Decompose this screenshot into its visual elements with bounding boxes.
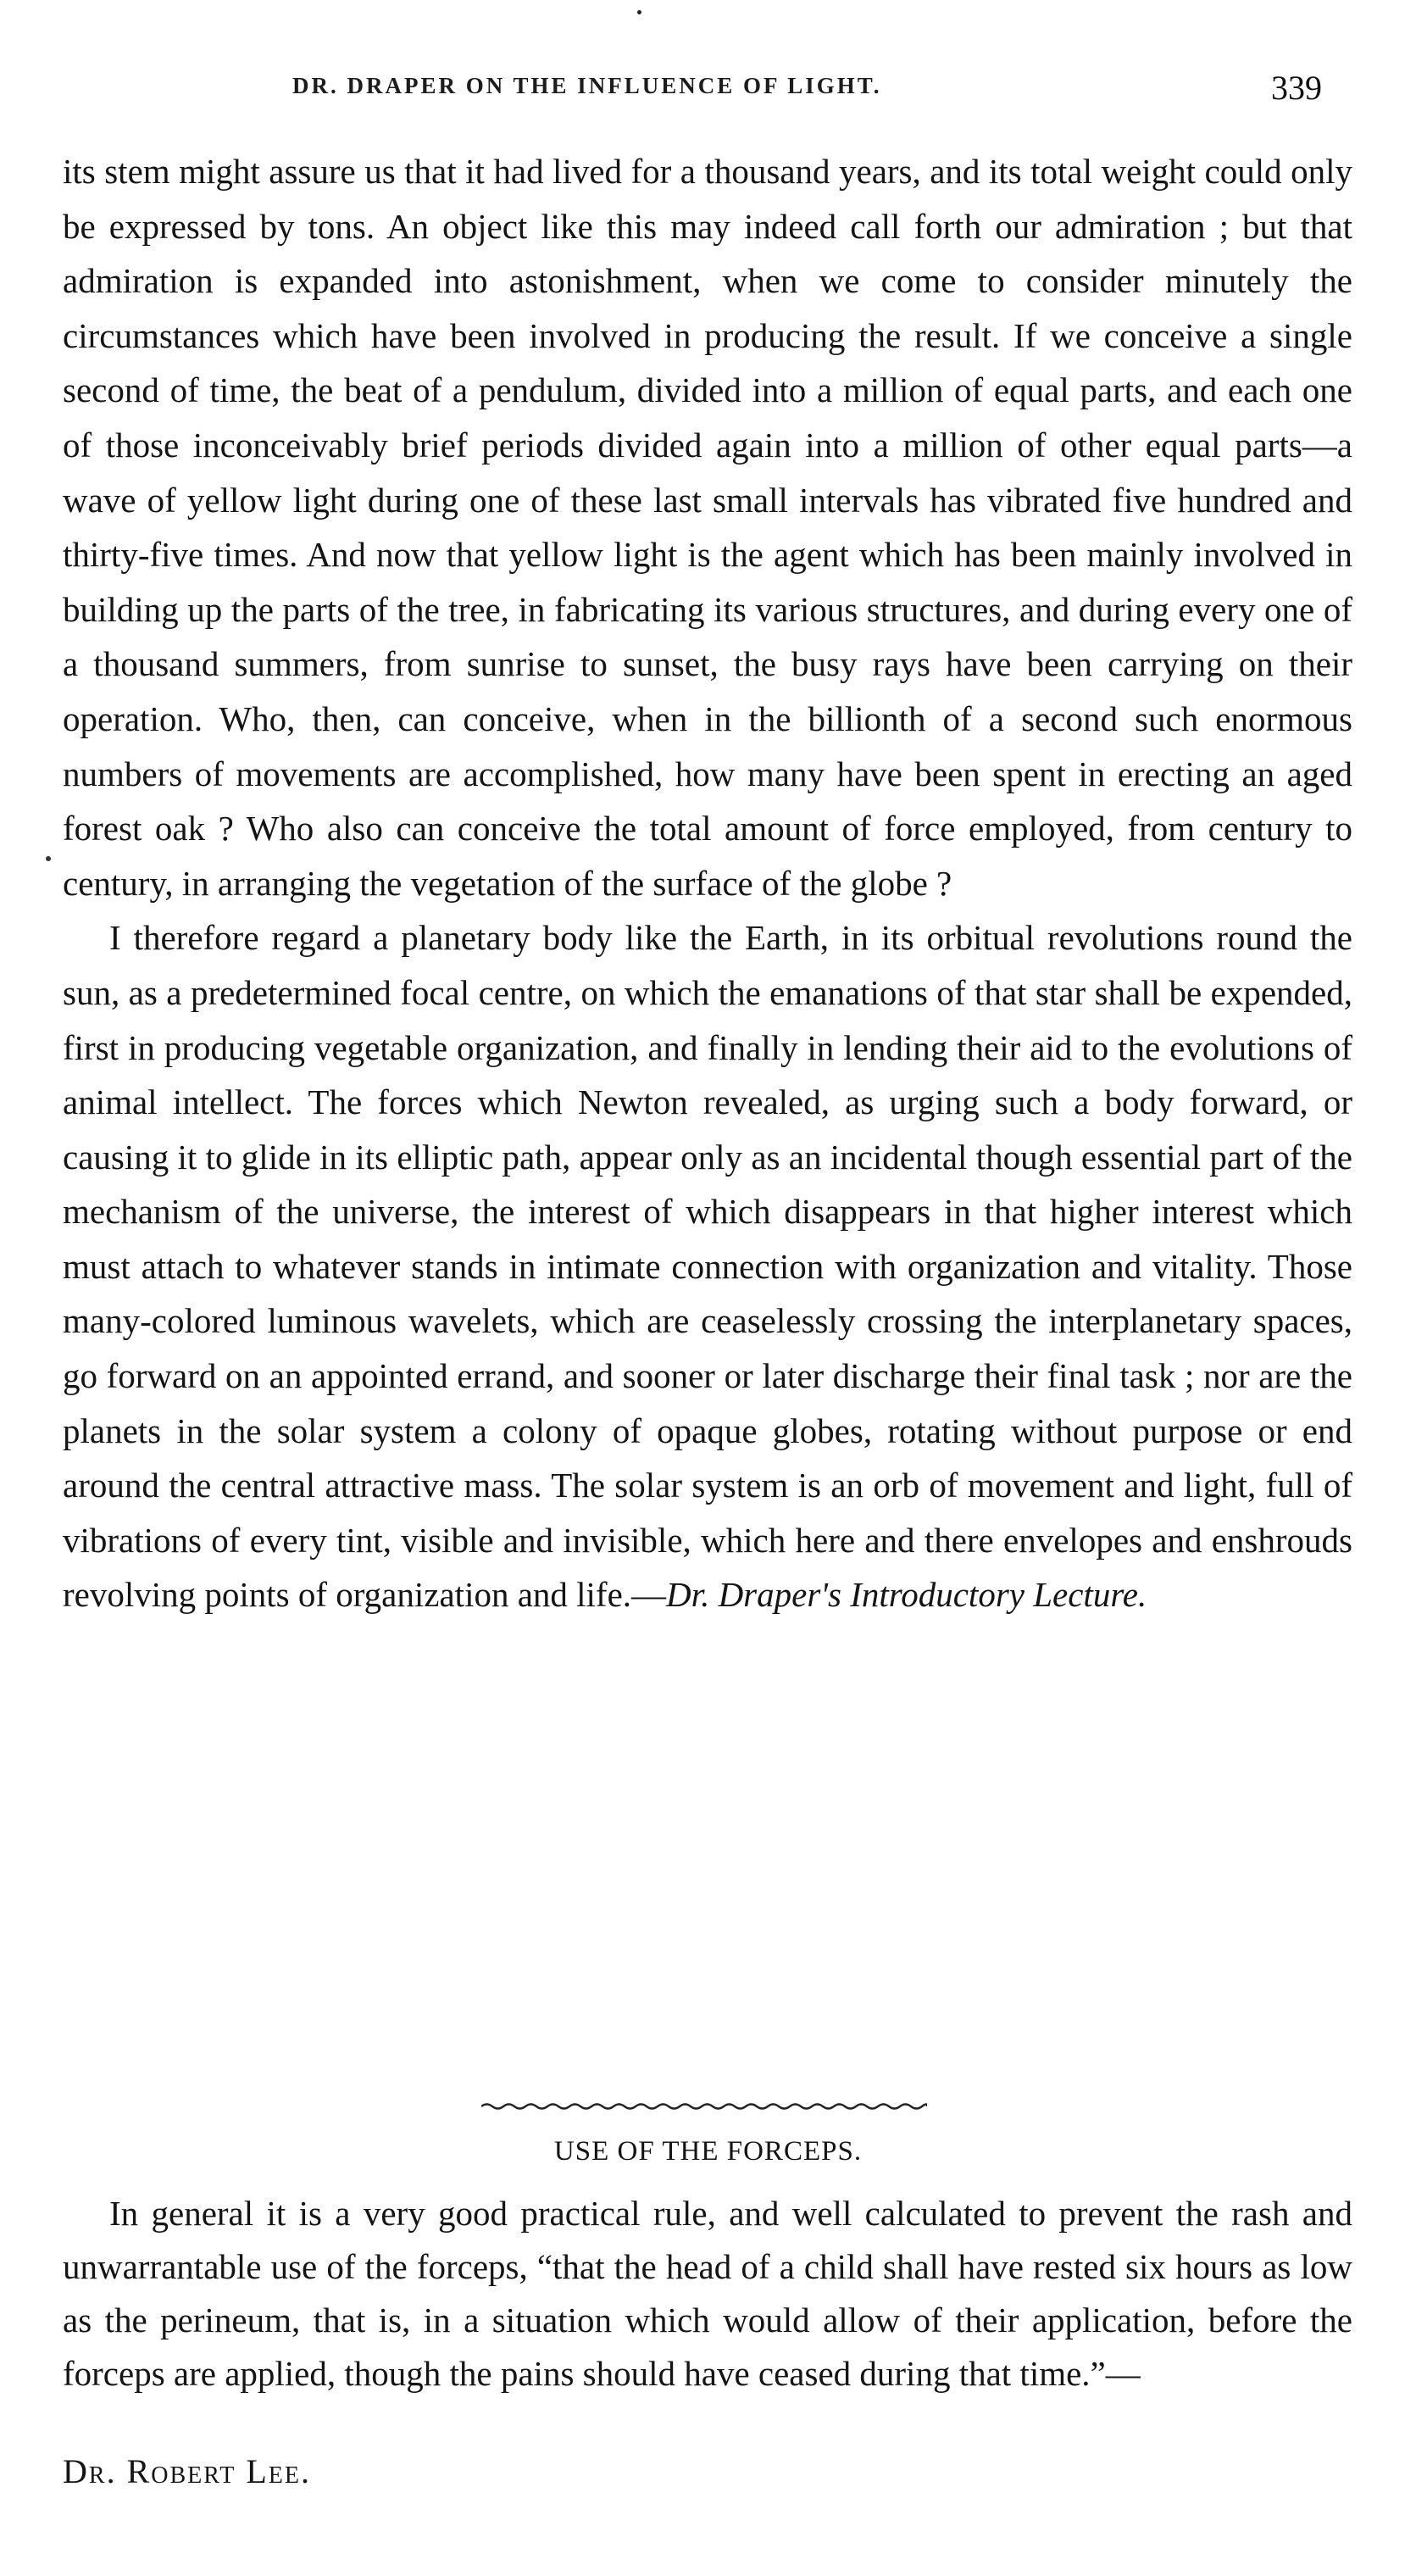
ink-speck	[637, 10, 641, 14]
margin-mark	[46, 856, 51, 861]
article-paragraph-2	[63, 910, 1352, 1622]
running-head: DR. DRAPER ON THE INFLUENCE OF LIGHT.	[292, 73, 882, 98]
section-title: USE OF THE FORCEPS.	[553, 2136, 863, 2167]
article-attribution: Dr. Draper's Introductory Lecture.	[666, 1575, 1147, 1615]
section-paragraph: In general it is a very good practical rule, and well calculated to prevent the rash and unwarrantable use of the forceps, “that the head of a child shall have rested six hours as low as the perineum, that is, in a situation which would allow of their application, before the forceps are applied, though the pains should have ceased during that time.”—	[63, 2194, 1352, 2393]
section-body	[63, 2187, 1352, 2401]
section-divider	[481, 2102, 927, 2111]
page-number: 339	[1271, 69, 1322, 107]
article-paragraph-1: its stem might assure us that it had lived for a thousand years, and its total weight could only be expressed by tons. An object like this may indeed call forth our admiration ; but that admiration is expanded into astonishment, when we come to consider minutely the circumstances which have been involved in producing the result. If we conceive a single second of time, the beat of a pendulum, divided into a million of equal parts, and each one of those inconceivably brief periods divided again into a million of other equal parts—a wave of yellow light during one of these last small intervals has vibrated five hundred and thirty-five times. And now that yellow light is the agent which has been mainly involved in building up the parts of the tree, in fabricating its various structures, and during every one of a thousand summers, from sunrise to sunset, the busy rays have been carrying on their operation. Who, then, can conceive, when in the billionth of a second such enormous numbers of movements are accomplished, how many have been spent in erecting an aged forest oak ? Who also can conceive the total amount of force employed, from century to century, in arranging the vegetation of the surface of the globe ?	[63, 152, 1352, 903]
section-author: Dr. Robert Lee.	[63, 2452, 311, 2490]
article-paragraph-2-text: I therefore regard a planetary body like the Earth, in its orbitual revolutions round the sun, as a predetermined focal centre, on which the emanations of that star shall be expended, first in producing vegetable organization, and finally in lending their aid to the evolutions of animal intellect. The forces which Newton revealed, as urging such a body forward, or causing it to glide in its elliptic path, appear only as an incidental though essential part of the mechanism of the universe, the interest of which disappears in that higher interest which must attach to whatever stands in intimate connection with organization and vitality. Those many-colored luminous wavelets, which are ceaselessly crossing the interplanetary spaces, go forward on an appointed errand, and sooner or later discharge their final task ; nor are the planets in the solar system a colony of opaque globes, rotating without purpose or end around the central attractive mass. The solar system is an orb of movement and light, full of vibrations of every tint, visible and invisible, which here and there envelopes and enshrouds revolving points of organization and life.—	[63, 918, 1352, 1615]
article-body	[63, 144, 1352, 1622]
